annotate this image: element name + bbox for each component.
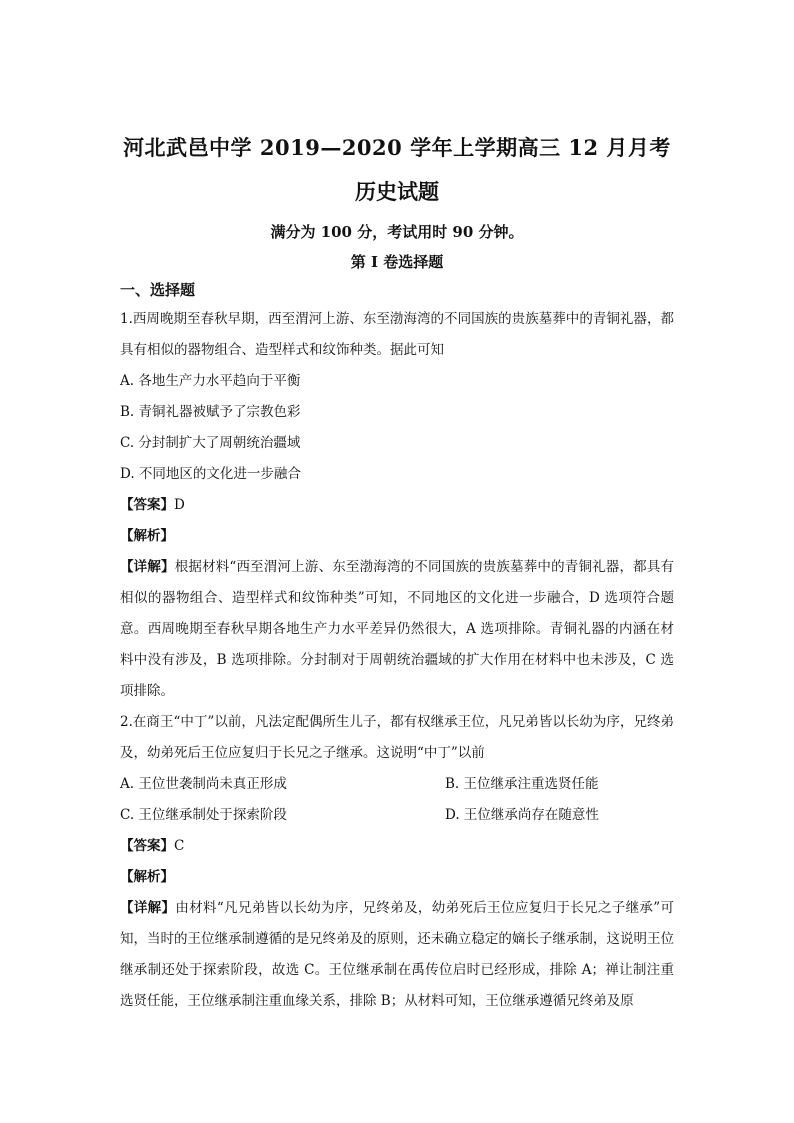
analysis-label: 【解析】 [120,528,174,544]
question-2 [120,707,674,1017]
options-row-2 [120,800,674,831]
answer-line [120,831,674,862]
option-d: D. 王位继承尚存在随意性 [445,807,599,823]
question-stem: 1.西周晚期至春秋早期，西至渭河上游、东至渤海湾的不同国族的贵族墓葬中的青铜礼器，都具有相似的器物组合、造型样式和纹饰种类。据此可知 [120,311,674,358]
option-b: B. 王位继承注重选贤任能 [445,776,599,792]
answer-label: 【答案】 [120,497,174,513]
option-b: B. 青铜礼器被赋予了宗教色彩 [120,404,301,420]
exam-info: 满分为 100 分，考试用时 90 分钟。 [270,223,524,241]
question-1 [120,304,674,707]
subject-title: 历史试题 [355,179,439,204]
option-a: A. 王位世袭制尚未真正形成 [120,776,287,792]
answer-label: 【答案】 [120,838,174,854]
detail-text: 由材料“凡兄弟皆以长幼为序，兄终弟及，幼弟死后王位应复归于长兄之子继承”可知，当时的王位继承制遵循的是兄终弟及的原则，还未确立稳定的嫡长子继承制，这说明王位继承制还处于探索阶段，故选 C。王位继承制在禹传位启时已经形成，排除 A；禅让制注重选贤任能，王位继承制注重血缘关系，排除 B；从材料可知，王位继承遵循兄终弟及原 [120,900,674,1009]
answer-line [120,490,674,521]
option-d: D. 不同地区的文化进一步融合 [120,466,301,482]
option-c: C. 王位继承制处于探索阶段 [120,807,287,823]
volume-heading: 第 I 卷选择题 [350,253,444,271]
detail-label: 【详解】 [120,559,175,575]
option-a: A. 各地生产力水平趋向于平衡 [120,373,301,389]
exam-title: 河北武邑中学 2019—2020 学年上学期高三 12 月月考 [123,135,671,160]
option-c: C. 分封制扩大了周朝统治疆域 [120,435,301,451]
detail-text: 根据材料“西至渭河上游、东至渤海湾的不同国族的贵族墓葬中的青铜礼器，都具有相似的器物组合、造型样式和纹饰种类”可知，不同地区的文化进一步融合，D 选项符合题意。西周晚期至春秋早期各地生产力水平差异仍然很大，A 选项排除。青铜礼器的内涵在材料中没有涉及，B 选项排除。分封制对于周朝统治疆域的扩大作用在材料中也未涉及，C 选项排除。 [120,559,675,699]
detail-label: 【详解】 [120,900,176,916]
detail-paragraph [120,893,674,1017]
answer-value: D [174,497,185,513]
detail-paragraph [120,552,674,707]
options-row-1 [120,769,674,800]
question-stem: 2.在商王“中丁”以前，凡法定配偶所生儿子，都有权继承王位，凡兄弟皆以长幼为序，兄终弟及，幼弟死后王位应复归于长兄之子继承。这说明“中丁”以前 [120,714,674,761]
answer-value: C [174,838,185,854]
section-heading: 一、选择题 [120,281,196,299]
analysis-label: 【解析】 [120,869,174,885]
